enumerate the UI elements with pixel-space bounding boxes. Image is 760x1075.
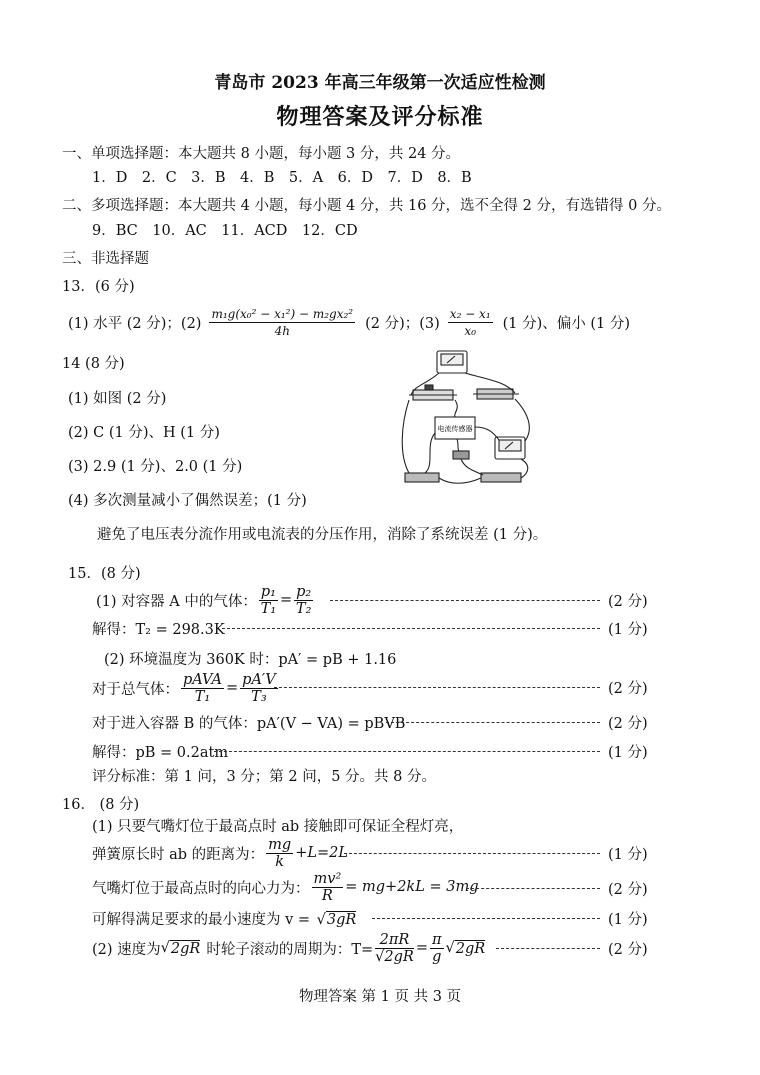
q13-formula-1-numerator: m₁g(x₀² − x₁²) − m₂gx₂² [211,306,354,321]
leader-dashes [372,918,600,919]
q15-heading: 15．(8 分) [68,566,141,582]
q16-frac-2piR-num: 2πR [375,932,414,949]
circuit-diagram [395,345,540,490]
q16-line-2-tail: +L=2L [295,845,348,861]
q15-line-1-text: (1) 对容器 A 中的气体： [96,593,257,610]
q13-formula-1-denominator: 4h [274,323,290,338]
page-footer: 物理答案 第 1 页 共 3 页 [298,989,462,1005]
leader-dashes [466,888,600,889]
q14-line-5: 避免了电压表分流作用或电流表的分压作用，消除了系统误差 (1 分)。 [97,527,548,543]
q15-line-4-points: (2 分) [608,681,648,697]
q16-frac-pi-g [430,932,444,965]
q13-formula-1 [209,306,355,339]
q13-answer-line [68,302,630,342]
document-subtitle: 物理答案及评分标准 [276,104,484,130]
q16-frac-k: k [275,853,285,870]
q13-part2: (2 分)；(3) [365,315,440,332]
q15-line-4-text: 对于总气体： [92,681,179,698]
leader-dashes [214,751,600,752]
leader-dashes [386,722,600,723]
leader-dashes [330,600,600,601]
section-1-heading: 一、单项选择题：本大题共 8 小题，每小题 3 分，共 24 分。 [62,146,461,162]
q15-line-3: (2) 环境温度为 360K 时：pA′ = pB + 1.16 [104,652,397,668]
q15-frac-pAV: pA′V [242,671,276,688]
leader-dashes [344,853,600,854]
circuit-sensor-label: 电流传感器 [437,425,473,433]
q15-line-2-points: (1 分) [608,622,648,638]
q15-frac-p2: p₂ [296,583,312,600]
q15-frac-T2: T₂ [295,600,312,617]
q13-formula-2-numerator: x₂ − x₁ [449,306,491,321]
q16-line-4-points: (1 分) [608,912,648,928]
q16-line-2-points: (1 分) [608,847,648,863]
leader-dashes [496,948,600,949]
q15-line-1 [96,582,315,618]
q13-formula-2-denominator: x₀ [464,323,476,338]
q16-line-3-text: 气嘴灯位于最高点时的向心力为： [92,880,310,897]
q14-line-2: (2) C (1 分)、H (1 分) [68,425,220,441]
q16-frac-mv2: mv² [313,870,342,887]
q16-line-5-text-a: (2) 速度为 [92,941,161,958]
q15-frac-T3: T₃ [251,688,267,705]
q15-line-4 [92,670,280,706]
q16-line-2 [92,835,348,871]
q16-line-2-text: 弹簧原长时 ab 的距离为： [92,846,265,863]
leader-dashes [274,687,600,688]
q16-sqrt-2gR: 2gR [170,940,201,957]
q16-frac-mv2-R [312,871,344,904]
q16-equals: = [415,940,428,956]
q16-frac-2piR [375,932,414,965]
section-2-answers: 9．BC 10．AC 11．ACD 12．CD [92,223,358,239]
q14-heading: 14 (8 分) [62,356,125,372]
q15-line-5: 对于进入容器 B 的气体：pA′(V − VA) = pBVB [92,716,406,732]
q16-heading: 16． (8 分) [62,797,140,813]
q16-frac-mg: mg [268,836,292,853]
q14-line-4: (4) 多次测量减小了偶然误差；(1 分) [68,493,307,509]
q16-line-5-text-b: 时轮子滚动的周期为：T= [206,941,374,958]
q15-frac-T1b: T₁ [194,688,211,705]
q14-line-3: (3) 2.9 (1 分)、2.0 (1 分) [68,459,243,475]
q16-line-3-tail: = mg+2kL = 3mg [345,879,479,895]
q16-line-4: 可解得满足要求的最小速度为 v = √3gR [92,912,357,928]
q16-sqrt-2gR-b: 2gR [455,940,486,957]
q15-line-2: 解得：T₂ = 298.3K [92,622,225,638]
q15-frac-p1: p₁ [260,583,276,600]
q16-frac-R: R [321,887,333,904]
q15-frac-pAVA-T1 [181,672,224,705]
q15-frac-pAVA: pAVA [183,671,222,688]
section-2-heading: 二、多项选择题：本大题共 4 小题，每小题 4 分，共 16 分，选不全得 2 分，有选错得 0 分。 [62,198,671,214]
q15-equals-2: = [226,680,239,696]
q15-frac-pAV-T3 [240,672,278,705]
leader-dashes [222,628,600,629]
document-title: 青岛市 2023 年高三年级第一次适应性检测 [214,73,546,93]
q13-part1: (1) 水平 (2 分)；(2) [68,315,202,332]
q15-line-6: 解得：pB = 0.2atm [92,745,229,761]
q15-scoring-note: 评分标准：第 1 问，3 分；第 2 问，5 分。共 8 分。 [92,769,436,785]
q15-line-5-points: (2 分) [608,716,648,732]
q16-line-5-points: (2 分) [608,942,648,958]
q13-formula-2 [448,306,493,339]
q15-frac-p2-T2 [294,584,313,617]
section-3-heading: 三、非选择题 [62,251,149,267]
q16-frac-g: g [432,948,442,965]
q15-line-6-points: (1 分) [608,745,648,761]
q16-frac-mg-k [266,837,293,870]
q16-line-3 [92,868,478,906]
q13-heading: 13．(6 分) [62,279,135,295]
q15-equals-1: = [279,592,293,608]
q16-line-4-text: 可解得满足要求的最小速度为 v = [92,912,311,928]
section-1-answers: 1．D 2．C 3．B 4．B 5．A 6．D 7．D 8．B [92,170,472,186]
q16-line-5: (2) 速度为 √ 2gR 时轮子滚动的周期为：T= $\frac{2\pi R}{√2gR}$ = $\frac{\pi}{g}$ √ 2gR [92,931,486,965]
q14-line-1: (1) 如图 (2 分) [68,391,167,407]
q16-line-3-points: (2 分) [608,882,648,898]
q16-sqrt-3gR: 3gR [326,912,357,928]
q15-line-1-points: (2 分) [608,594,648,610]
q15-frac-T1: T₁ [260,600,277,617]
q13-part3: (1 分)、偏小 (1 分) [502,315,631,332]
q16-frac-pi: π [432,931,442,948]
q15-frac-p1-T1 [259,584,278,617]
q16-line-1: (1) 只要气嘴灯位于最高点时 ab 接触即可保证全程灯亮， [92,819,464,835]
q16-frac-2piR-den: √2gR [375,948,414,965]
